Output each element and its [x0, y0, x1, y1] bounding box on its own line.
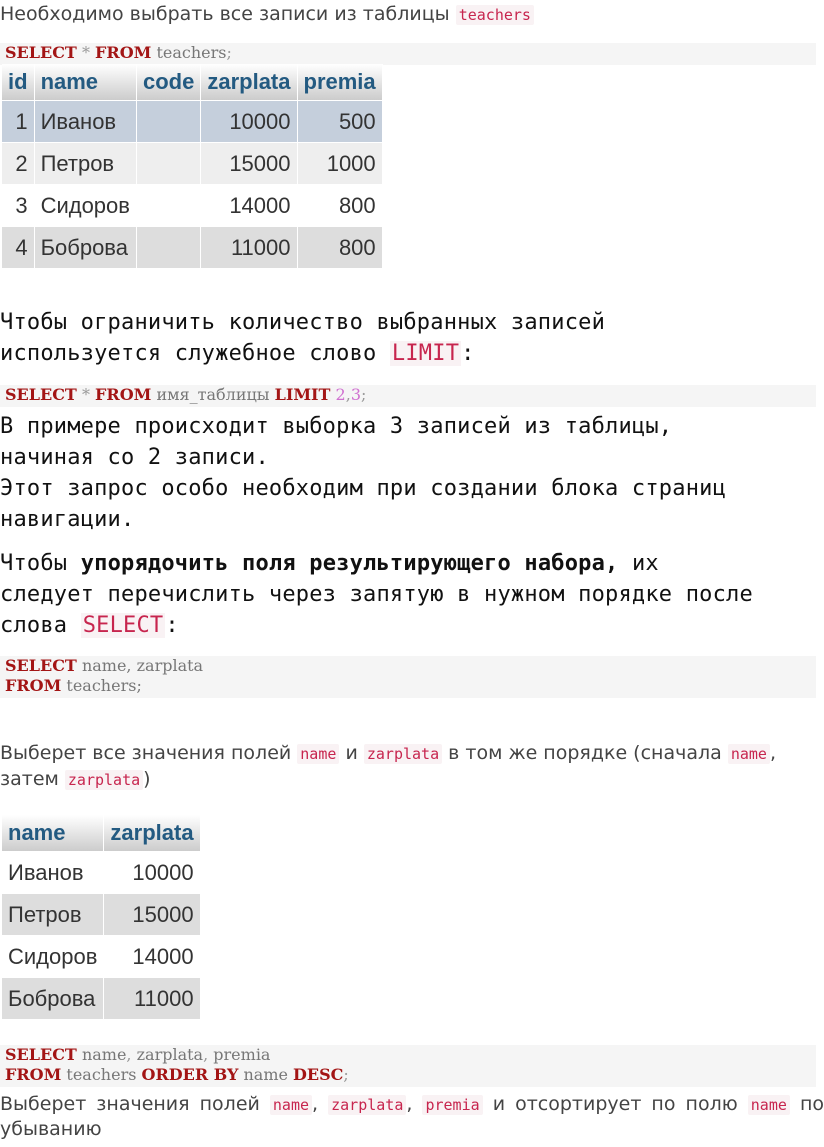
cell-name: Боброва [34, 227, 136, 269]
cell-zarplata: 11000 [201, 227, 297, 269]
limit-paragraph-line1: Чтобы ограничить количество выбранных записей [0, 310, 606, 335]
table-name: teachers; [66, 676, 142, 695]
cell-zarplata: 11000 [104, 978, 200, 1020]
example-line4: навигации. [0, 507, 135, 532]
order-text-post: их [631, 551, 659, 576]
result-comma: , [769, 742, 776, 764]
table-name: teachers [156, 43, 227, 62]
limit-text: используется служебное слово [0, 341, 377, 366]
cell-name: Иванов [2, 852, 104, 894]
result-line2 [0, 768, 151, 790]
inline-code-name: name [270, 1095, 312, 1115]
kw-select: SELECT [5, 1045, 77, 1064]
cell-name: Петров [2, 894, 104, 936]
final-line1 [0, 1093, 824, 1115]
table-name: имя_таблицы [156, 385, 270, 404]
limit-count: 3 [350, 385, 362, 404]
inline-code-name: name [728, 744, 770, 764]
cell-id: 1 [2, 101, 34, 143]
inline-code-premia: premia [422, 1095, 482, 1115]
col-header-name: name [2, 815, 104, 852]
code-block-select-fields [0, 656, 816, 698]
comma: , [203, 1045, 209, 1064]
kw-from: FROM [95, 43, 152, 62]
intro-paragraph [0, 3, 534, 25]
example-line1: В примере происходит выборка 3 записей из таблицы, [0, 414, 673, 439]
col-header-name: name [34, 64, 136, 101]
code-block-select-all [0, 43, 816, 65]
kw-from: FROM [95, 385, 152, 404]
field-zarplata: zarplata [136, 1045, 204, 1064]
table-row[interactable] [2, 894, 200, 936]
inline-code-select: SELECT [82, 613, 164, 638]
table-row[interactable] [2, 936, 200, 978]
field-premia: premia [213, 1045, 271, 1064]
final-text-tail: по [799, 1093, 824, 1115]
cell-name: Сидоров [2, 936, 104, 978]
kw-select: SELECT [5, 43, 77, 62]
result-text-pre: Выберет все значения полей [0, 742, 292, 764]
limit-offset: 2 [335, 385, 346, 404]
comma: , [126, 1045, 132, 1064]
result-text-mid: в том же порядке (сначала [448, 742, 722, 764]
order-field: name [243, 1065, 288, 1084]
order-line3 [0, 613, 179, 638]
inline-code-teachers: teachers [456, 5, 534, 25]
cell-name: Сидоров [34, 185, 136, 227]
order-line1 [0, 551, 659, 576]
result-line1 [0, 742, 776, 764]
col-header-premia: premia [297, 64, 382, 101]
limit-paragraph-line2 [0, 341, 475, 366]
kw-limit: LIMIT [274, 385, 331, 404]
colon: : [461, 341, 475, 366]
table-header-row [2, 64, 382, 101]
table-header-row [2, 815, 200, 852]
table-row[interactable] [2, 227, 382, 269]
table-row[interactable] [2, 852, 200, 894]
kw-from: FROM [5, 676, 62, 695]
comma: , [312, 1093, 319, 1115]
field-list: name, zarplata [81, 656, 204, 675]
final-line2: убыванию [0, 1118, 102, 1140]
cell-code [136, 185, 200, 227]
col-header-zarplata: zarplata [201, 64, 297, 101]
cell-zarplata: 14000 [201, 185, 297, 227]
kw-order-by: ORDER BY [141, 1065, 239, 1084]
final-text-pre: Выберет значения полей [0, 1093, 260, 1115]
comma: , [345, 385, 351, 404]
inline-code-name: name [297, 744, 339, 764]
table-row[interactable] [2, 143, 382, 185]
inline-code-zarplata: zarplata [328, 1095, 406, 1115]
table-row[interactable] [2, 185, 382, 227]
cell-code [136, 143, 200, 185]
col-header-id: id [2, 64, 34, 101]
inline-code-zarplata: zarplata [364, 744, 442, 764]
comma: , [406, 1093, 413, 1115]
final-text-mid: и отсортирует по полю [492, 1093, 738, 1115]
cell-premia: 1000 [297, 143, 382, 185]
semicolon: ; [361, 385, 367, 404]
example-line3: Этот запрос особо необходим при создании блока страниц [0, 476, 727, 501]
code-block-limit [0, 385, 816, 407]
colon: : [165, 613, 179, 638]
cell-premia: 800 [297, 227, 382, 269]
cell-premia: 800 [297, 185, 382, 227]
cell-zarplata: 14000 [104, 936, 200, 978]
inline-code-name: name [748, 1095, 790, 1115]
result-text-and: и [345, 742, 358, 764]
cell-zarplata: 15000 [104, 894, 200, 936]
example-line2: начиная со 2 записи. [0, 445, 269, 470]
result-line2-post: ) [143, 768, 151, 790]
cell-zarplata: 15000 [201, 143, 297, 185]
intro-text: Необходимо выбрать все записи из таблицы [0, 3, 450, 25]
code-block-order-by [0, 1045, 816, 1087]
teachers-result-table [2, 64, 383, 269]
star: * [81, 385, 90, 404]
col-header-code: code [136, 64, 200, 101]
star: * [81, 43, 90, 62]
name-zarplata-result-table [2, 815, 201, 1020]
order-text-pre: Чтобы [0, 551, 68, 576]
result-line2-pre: затем [0, 768, 59, 790]
kw-desc: DESC [293, 1065, 344, 1084]
semicolon: ; [343, 1065, 349, 1084]
cell-code [136, 101, 200, 143]
kw-select: SELECT [5, 656, 77, 675]
cell-id: 3 [2, 185, 34, 227]
order-line2: следует перечислить через запятую в нужном порядке после [0, 582, 753, 607]
cell-premia: 500 [297, 101, 382, 143]
cell-id: 2 [2, 143, 34, 185]
order-text-bold: упорядочить поля результирующего набора, [80, 551, 619, 576]
semicolon: ; [226, 43, 232, 62]
inline-code-limit: LIMIT [391, 341, 460, 366]
cell-zarplata: 10000 [201, 101, 297, 143]
field-name: name [81, 1045, 127, 1064]
cell-code [136, 227, 200, 269]
inline-code-zarplata: zarplata [65, 770, 143, 790]
col-header-zarplata: zarplata [104, 815, 200, 852]
table-row[interactable] [2, 978, 200, 1020]
cell-name: Боброва [2, 978, 104, 1020]
table-row[interactable] [2, 101, 382, 143]
cell-name: Петров [34, 143, 136, 185]
cell-zarplata: 10000 [104, 852, 200, 894]
cell-id: 4 [2, 227, 34, 269]
table-name: teachers [66, 1065, 137, 1084]
kw-select: SELECT [5, 385, 77, 404]
kw-from: FROM [5, 1065, 62, 1084]
cell-name: Иванов [34, 101, 136, 143]
order-line3-pre: слова [0, 613, 68, 638]
